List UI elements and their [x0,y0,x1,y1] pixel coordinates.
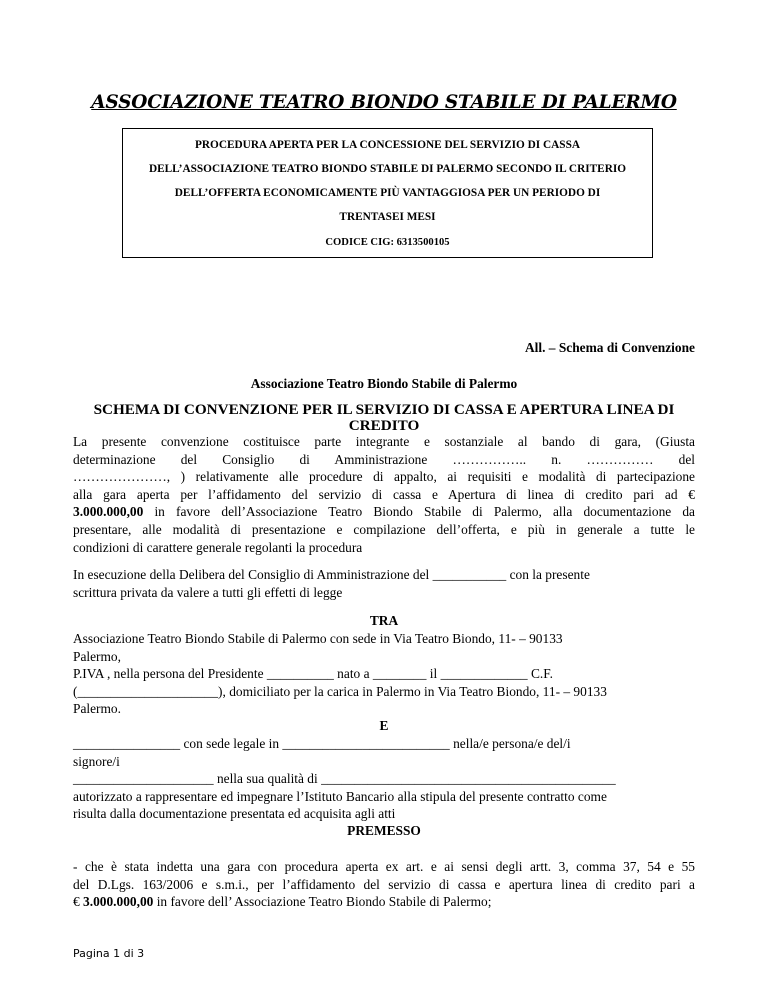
attachment-label: All. – Schema di Convenzione [525,340,695,355]
party-2-line-4: autorizzato a rappresentare ed impegnare l’Istituto Bancario alla stipula del presente contratto come [73,788,607,804]
premise-line-3-rest: in favore dell’ Associazione Teatro Biondo Stabile di Palermo; [153,894,492,910]
party-2-line-3: _____________________ nella sua qualità di ____________________________________________ [73,771,616,787]
premise-paragraph [73,858,695,911]
party-2-line-2: signore/i [73,753,120,769]
party-1-line-4: (_____________________), domiciliato per la carica in Palermo in Via Teatro Biondo, 11- – 90133 [73,683,607,699]
procedure-box [122,128,653,258]
execution-paragraph [73,566,695,601]
party-1-line-1: Associazione Teatro Biondo Stabile di Palermo con sede in Via Teatro Biondo, 11- – 90133 [73,631,563,646]
main-title-line-2: CREDITO [348,417,420,434]
main-title [73,402,695,434]
premise-line-1: - che è stata indetta una gara con procedura aperta ex art. e ai sensi degli artt. 3, comma 37, 54 e 55 [73,859,695,874]
organization-title: ASSOCIAZIONE TEATRO BIONDO STABILE DI PALERMO [91,92,677,113]
party-2-line-5: risulta dalla documentazione presentata ed acquisita agli atti [73,806,396,822]
intro-line-1: La presente convenzione costituisce parte integrante e sostanziale al bando di gara, (Giusta [73,434,695,449]
party-1 [73,630,695,718]
execution-line-2: scrittura privata da valere a tutti gli effetti di legge [73,584,343,600]
intro-line-2: determinazione del Consiglio di Amministrazione …………….. n. …………… del [73,451,695,467]
intro-line-5 [73,503,695,521]
intro-line-6: presentare, alle modalità di presentazione e compilazione dell’offerta, e più in generale a tutte le [73,521,695,537]
procedure-line-2: DELL’ASSOCIAZIONE TEATRO BIONDO STABILE DI PALERMO SECONDO IL CRITERIO [148,163,627,175]
intro-line-4: alla gara aperta per l’affidamento del servizio di cassa e Apertura di linea di credito pari ad € [73,486,695,502]
intro-line-3: …………………, ) relativamente alle procedure di appalto, ai requisiti e modalità di partecipazione [73,469,695,485]
cig-code: CODICE CIG: 6313500105 [325,237,450,248]
party-1-line-5: Palermo. [73,701,121,717]
main-title-line-1: SCHEMA DI CONVENZIONE PER IL SERVIZIO DI CASSA E APERTURA LINEA DI [93,401,675,418]
procedure-line-1: PROCEDURA APERTA PER LA CONCESSIONE DEL SERVIZIO DI CASSA [194,139,581,151]
party-1-line-3: P.IVA , nella persona del Presidente __________ nato a ________ il _____________ C.F. [73,666,553,682]
page-number: Pagina 1 di 3 [73,947,145,960]
procedure-line-4: TRENTASEI MESI [339,211,436,223]
premise-line-2: del D.Lgs. 163/2006 e s.m.i., per l’affidamento del servizio di cassa e apertura linea di credito pari a [73,876,695,892]
party-1-line-2: Palermo, [73,648,121,664]
premesso-heading: PREMESSO [347,823,421,838]
party-2 [73,735,695,823]
tra-heading: TRA [369,613,399,628]
intro-line-7: condizioni di carattere generale regolanti la procedura [73,539,363,555]
execution-line-1: In esecuzione della Delibera del Consiglio di Amministrazione del ___________ con la presente [73,567,590,582]
procedure-line-3: DELL’OFFERTA ECONOMICAMENTE PIÙ VANTAGGIOSA PER UN PERIODO DI [174,187,601,199]
e-heading: E [379,718,389,733]
subtitle: Associazione Teatro Biondo Stabile di Palermo [250,376,518,391]
amount-bold: 3.000.000,00 [73,504,144,520]
intro-paragraph [73,433,695,556]
euro-sign: € [73,894,84,910]
intro-line-5-rest: in favore dell’Associazione Teatro Biondo Stabile di Palermo, alla documentazione da [143,504,695,520]
premise-line-3 [73,893,695,911]
premise-amount-bold: 3.000.000,00 [83,894,154,910]
party-2-line-1: ________________ con sede legale in _________________________ nella/e persona/e del/i [73,736,571,751]
